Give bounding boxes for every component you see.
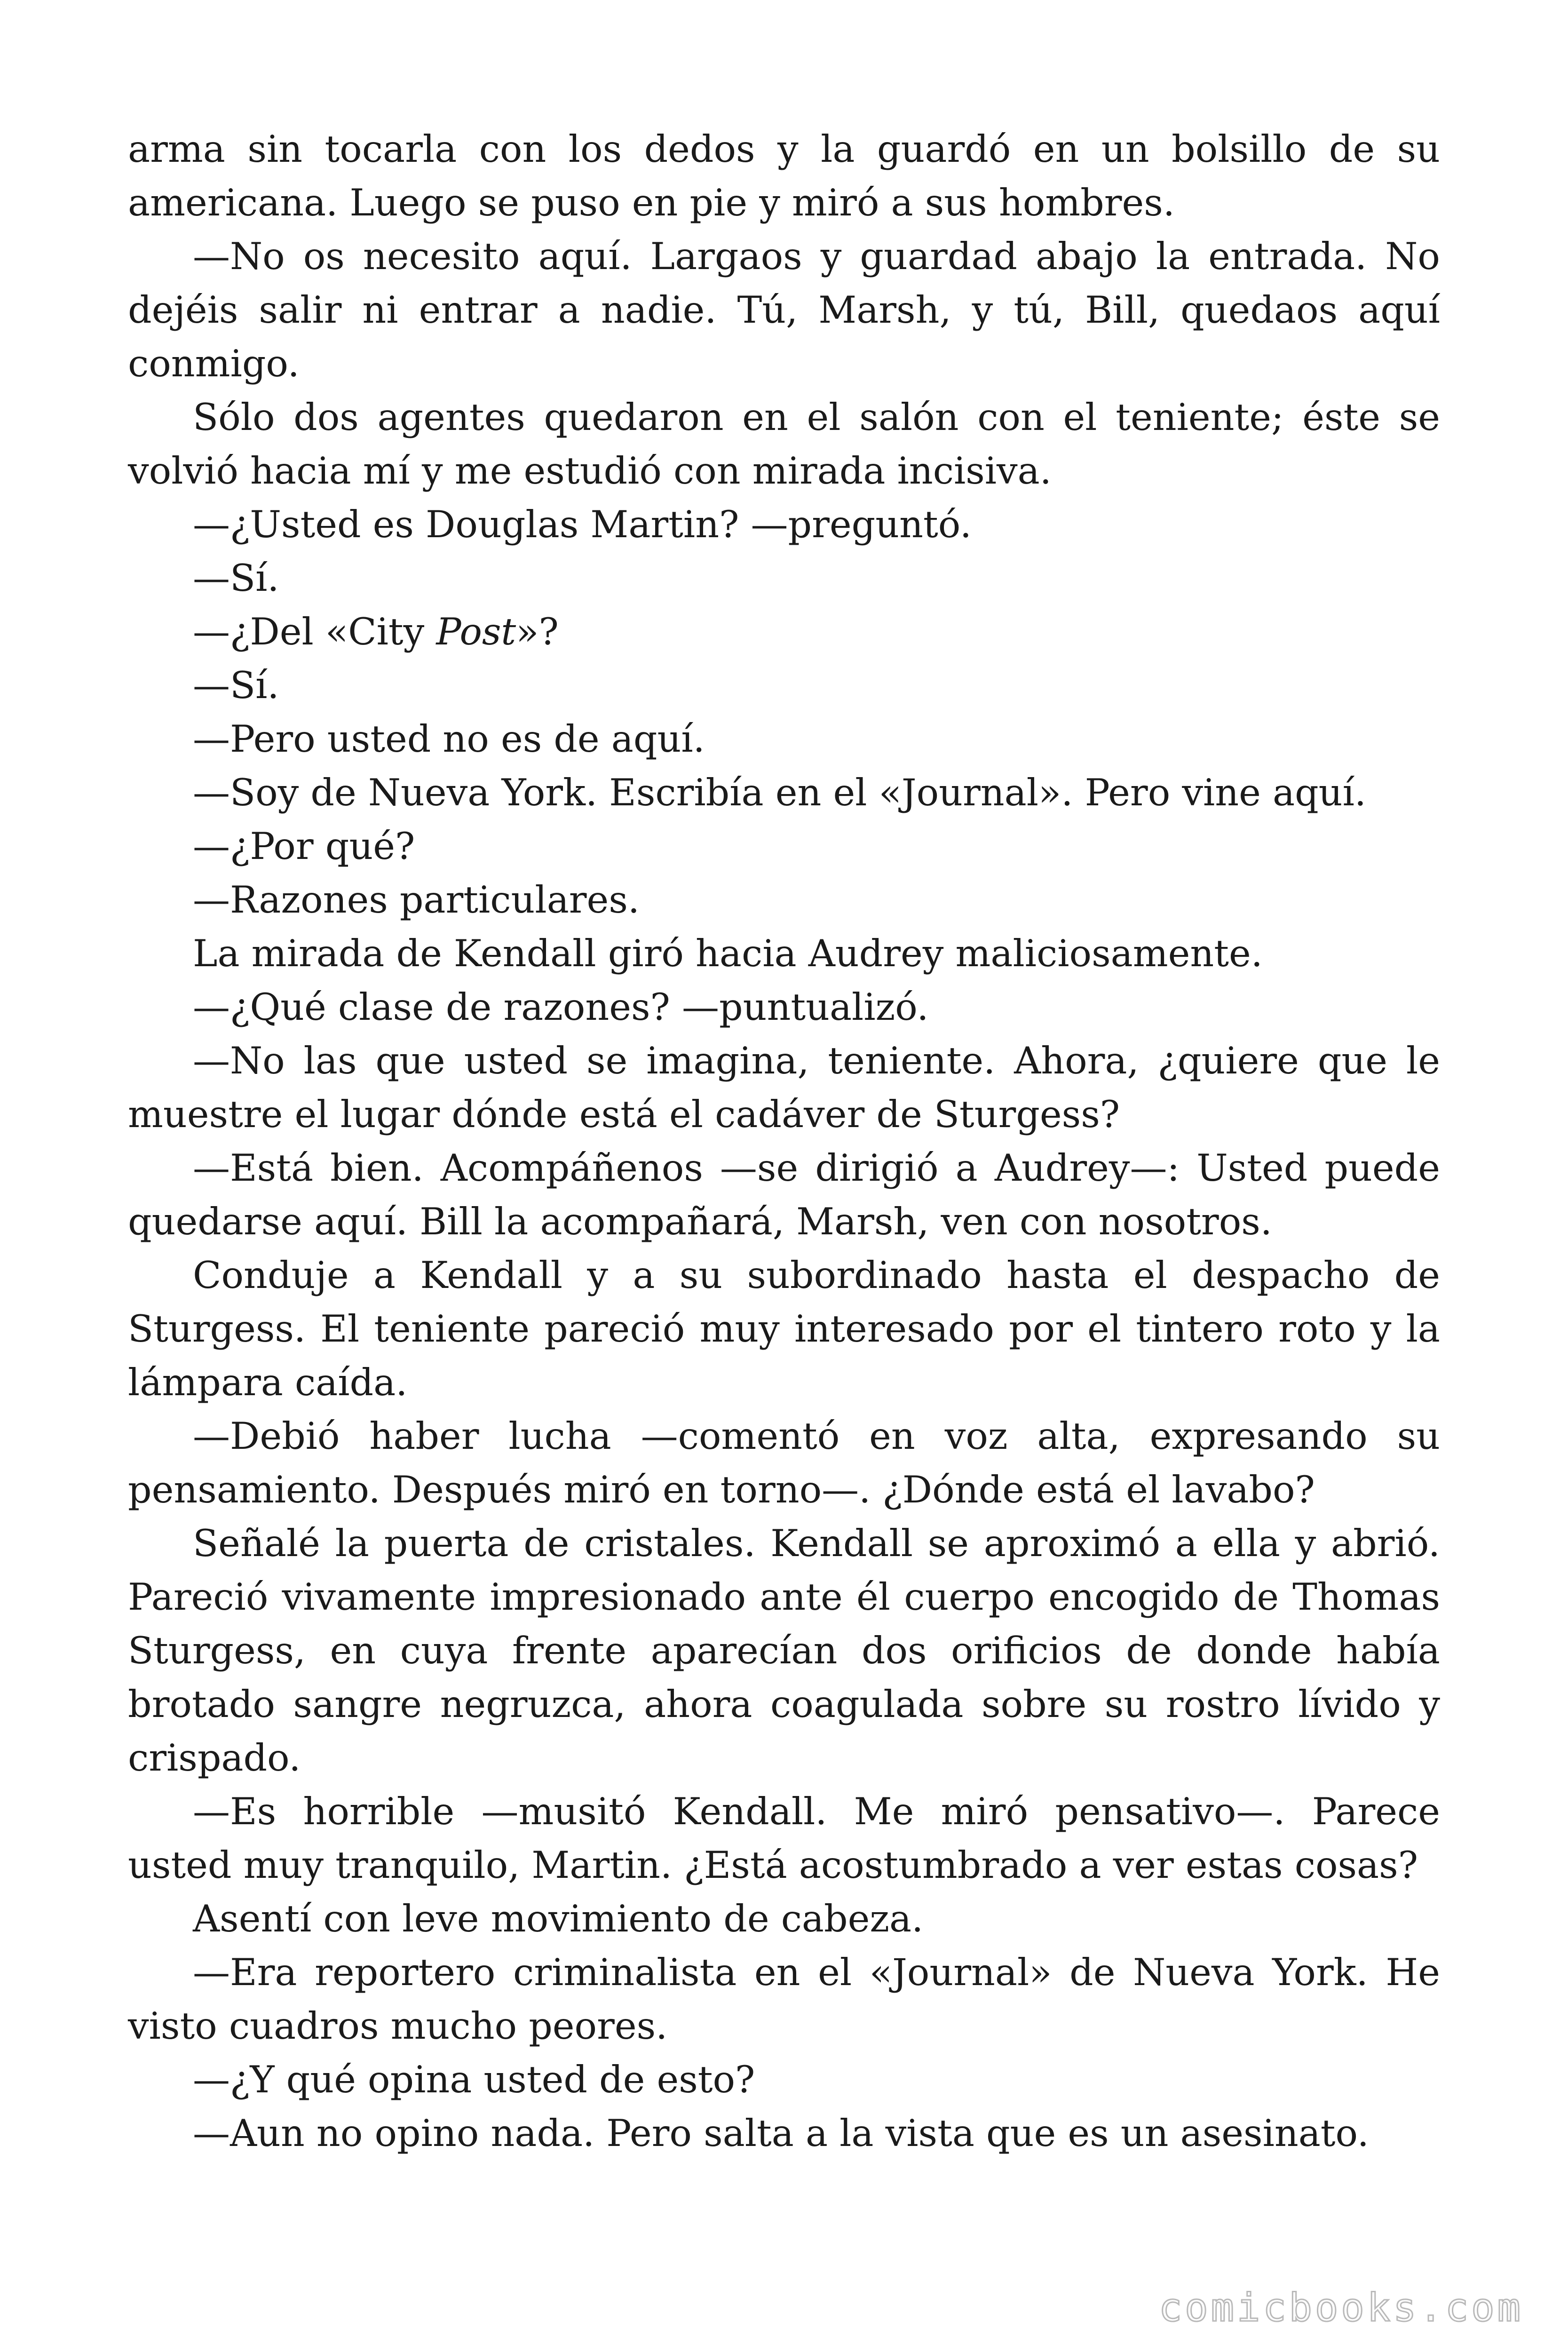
paragraph: —Aun no opino nada. Pero salta a la vista que es un asesinato. xyxy=(193,2112,1369,2155)
paragraph: —Era reportero criminalista en el «Journal» de Nueva York. He visto cuadros mucho peores. xyxy=(128,1951,1440,2048)
paragraph: —No os necesito aquí. Largaos y guardad abajo la entrada. No dejéis salir ni entrar a nadie. Tú, Marsh, y tú, Bill, quedaos aquí conmigo. xyxy=(128,235,1440,385)
paragraph: —Es horrible —musitó Kendall. Me miró pensativo—. Parece usted muy tranquilo, Martin. ¿Está acostumbrado a ver estas cosas? xyxy=(128,1790,1440,1887)
paragraph: —¿Qué clase de razones? —puntualizó. xyxy=(193,985,929,1029)
paragraph: La mirada de Kendall giró hacia Audrey maliciosamente. xyxy=(193,932,1263,975)
paragraph: —¿Usted es Douglas Martin? —preguntó. xyxy=(193,503,972,546)
paragraph: —¿Del «City Post»? xyxy=(193,610,559,653)
paragraph: —¿Por qué? xyxy=(193,825,415,868)
paragraph: Señalé la puerta de cristales. Kendall se aproximó a ella y abrió. Pareció vivamente impresionado ante él cuerpo encogido de Thomas Sturgess, en cuya frente aparecían dos orificios de donde había brotado sangre negruzca, ahora coagulada sobre su rostro lívido y crispado. xyxy=(128,1522,1440,1780)
paragraph: Sólo dos agentes quedaron en el salón con el teniente; éste se volvió hacia mí y me estudió con mirada incisiva. xyxy=(128,396,1440,493)
site-watermark: comicbooks.com xyxy=(1158,2286,1523,2330)
paragraph: —Sí. xyxy=(193,664,279,707)
paragraph: —No las que usted se imagina, teniente. Ahora, ¿quiere que le muestre el lugar dónde está el cadáver de Sturgess? xyxy=(128,1039,1440,1136)
paragraph: arma sin tocarla con los dedos y la guardó en un bolsillo de su americana. Luego se puso en pie y miró a sus hombres. xyxy=(128,127,1440,224)
paragraph: —Pero usted no es de aquí. xyxy=(193,717,705,761)
paragraph: Asentí con leve movimiento de cabeza. xyxy=(193,1897,924,1940)
paragraph: —Sí. xyxy=(193,556,279,600)
page-body-text xyxy=(128,122,1440,2160)
paragraph: —Razones particulares. xyxy=(193,878,640,922)
paragraph: —¿Y qué opina usted de esto? xyxy=(193,2058,755,2101)
paragraph: Conduje a Kendall y a su subordinado hasta el despacho de Sturgess. El teniente pareció muy interesado por el tintero roto y la lámpara caída. xyxy=(128,1254,1440,1404)
paragraph: —Está bien. Acompáñenos —se dirigió a Audrey—: Usted puede quedarse aquí. Bill la acompañará, Marsh, ven con nosotros. xyxy=(128,1146,1440,1243)
paragraph: —Debió haber lucha —comentó en voz alta, expresando su pensamiento. Después miró en torno—. ¿Dónde está el lavabo? xyxy=(128,1414,1440,1511)
paragraph: —Soy de Nueva York. Escribía en el «Journal». Pero vine aquí. xyxy=(193,771,1366,814)
